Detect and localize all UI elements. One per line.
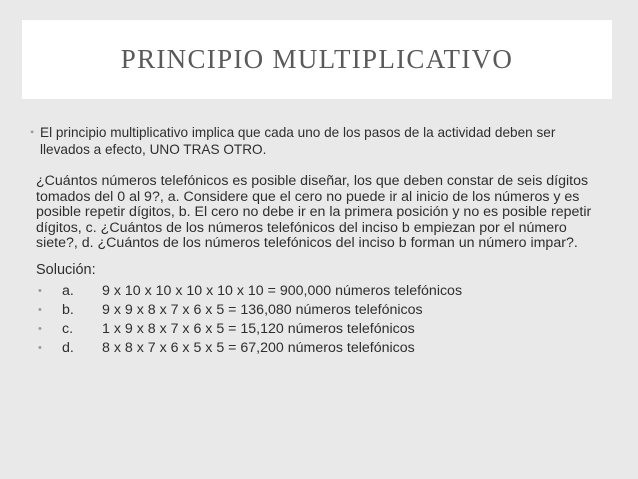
answer-text: 9 x 9 x 8 x 7 x 6 x 5 = 136,080 números telefónicos [102,302,423,318]
answer-text: 8 x 8 x 7 x 6 x 5 x 5 = 67,200 números telefónicos [102,340,415,356]
answer-letter: d. [62,340,74,356]
answer-text: 9 x 10 x 10 x 10 x 10 x 10 = 900,000 números telefónicos [102,283,463,299]
bullet-icon: • [38,323,42,335]
answer-letter: b. [62,302,74,318]
title-box [22,20,612,99]
answer-item-c [38,320,598,339]
answer-list [38,282,598,358]
answer-item-b [38,301,598,320]
answer-item-d [38,339,598,358]
question-text: ¿Cuántos números telefónicos es posible diseñar, los que deben constar de seis dígitos tomados del 0 al 9?, a. Considere que el cero no puede ir al inicio de los números y es posible repetir dígitos, b. El cero no debe ir en la primera posición y no es posible repetir dígitos, c. ¿Cuántos de los números telefónicos del inciso b empiezan por el número siete?, d. ¿Cuántos de los números telefónicos del inciso b forman un número impar?. [36,173,592,252]
intro-bullet-icon: • [30,125,35,139]
answer-letter: a. [62,283,74,299]
bullet-icon: • [38,285,42,297]
bullet-icon: • [38,304,42,316]
answer-letter: c. [62,321,74,337]
intro-text: El principio multiplicativo implica que cada uno de los pasos de la actividad deben ser llevados a efecto, UNO TRAS OTRO. [40,125,556,157]
solution-label: Solución: [36,262,96,278]
slide-title: PRINCIPIO MULTIPLICATIVO [120,44,514,74]
bullet-icon: • [38,342,42,354]
answer-item-a [38,282,598,301]
answer-text: 1 x 9 x 8 x 7 x 6 x 5 = 15,120 números telefónicos [102,321,415,337]
